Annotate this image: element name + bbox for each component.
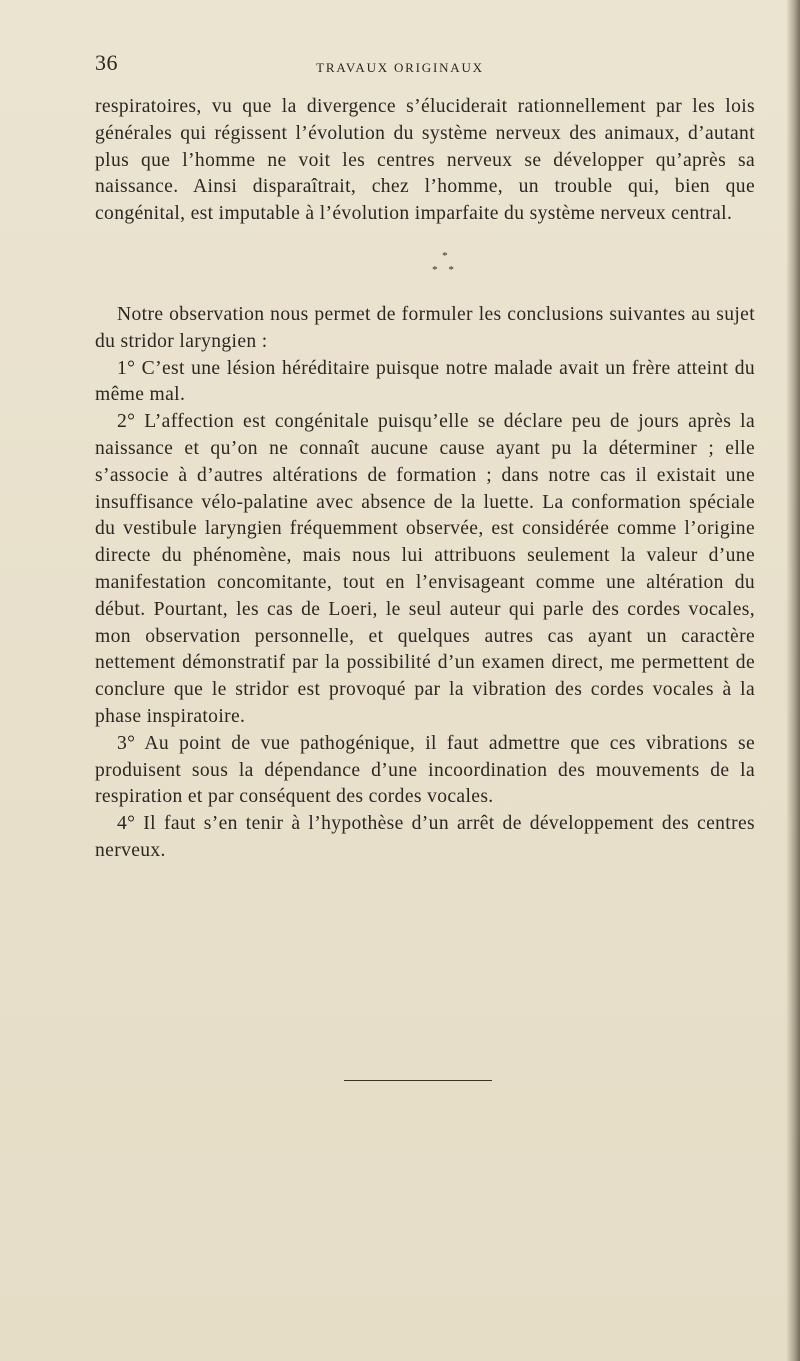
conclusion-item-1: 1° C’est une lésion héréditaire puisque notre malade avait un frère atteint du même mal. xyxy=(95,357,755,406)
asterism-top: * xyxy=(442,249,448,262)
asterism-separator xyxy=(95,228,755,302)
conclusion-item-4: 4° Il faut s’en tenir à l’hypothèse d’un arrêt de développement des centres nerveux. xyxy=(95,813,755,861)
paragraph-continuation: respiratoires, vu que la divergence s’éluciderait rationnellement par les lois générales qui régissent l’évolution du système nerveux des animaux, d’autant plus que l’homme ne voit les centres nerveux se développer qu’après sa naissance. Ainsi disparaîtrait, chez l’homme, un trouble qui, bien que congénital, est imputable à l’évolution imparfaite du système nerveux central. xyxy=(95,96,755,225)
running-head: TRAVAUX ORIGINAUX xyxy=(316,60,484,75)
page-edge-shadow xyxy=(786,0,800,1361)
paragraph-intro: Notre observation nous permet de formuler les conclusions suivantes au sujet du stridor laryngien : xyxy=(95,303,755,352)
page-number: 36 xyxy=(95,50,118,75)
conclusion-item-2: 2° L’affection est congénitale puisqu’elle se déclare peu de jours après la naissance et qu’on ne connaît aucune cause ayant pu la déterminer ; elle s’associe à d’autres altérations de formation ; dans notre cas il existait une insuffisance vélo-palatine avec absence de la luette. La conformation spéciale du vestibule laryngien fréquemment observée, est considérée comme l’origine directe du phénomène, mais nous lui attribuons seulement la valeur d’une manifestation concomitante, tout en l’envisageant comme une altération du début. Pourtant, les cas de Loeri, le seul auteur qui parle des cordes vocales, mon observation personnelle, et quelques autres cas ayant un caractère nettement démonstratif par la possibilité d’un examen direct, me permettent de conclure que le stridor est provoqué par la vibration des cordes vocales à la phase inspiratoire. xyxy=(95,411,755,727)
asterism-bottom: * * xyxy=(432,263,458,276)
body-text xyxy=(95,94,755,865)
conclusion-item-3: 3° Au point de vue pathogénique, il faut admettre que ces vibrations se produisent sous la dépendance d’une incoordination des mouvements de la respiration et par conséquent des cordes vocales. xyxy=(95,732,755,808)
end-rule xyxy=(344,1080,492,1081)
